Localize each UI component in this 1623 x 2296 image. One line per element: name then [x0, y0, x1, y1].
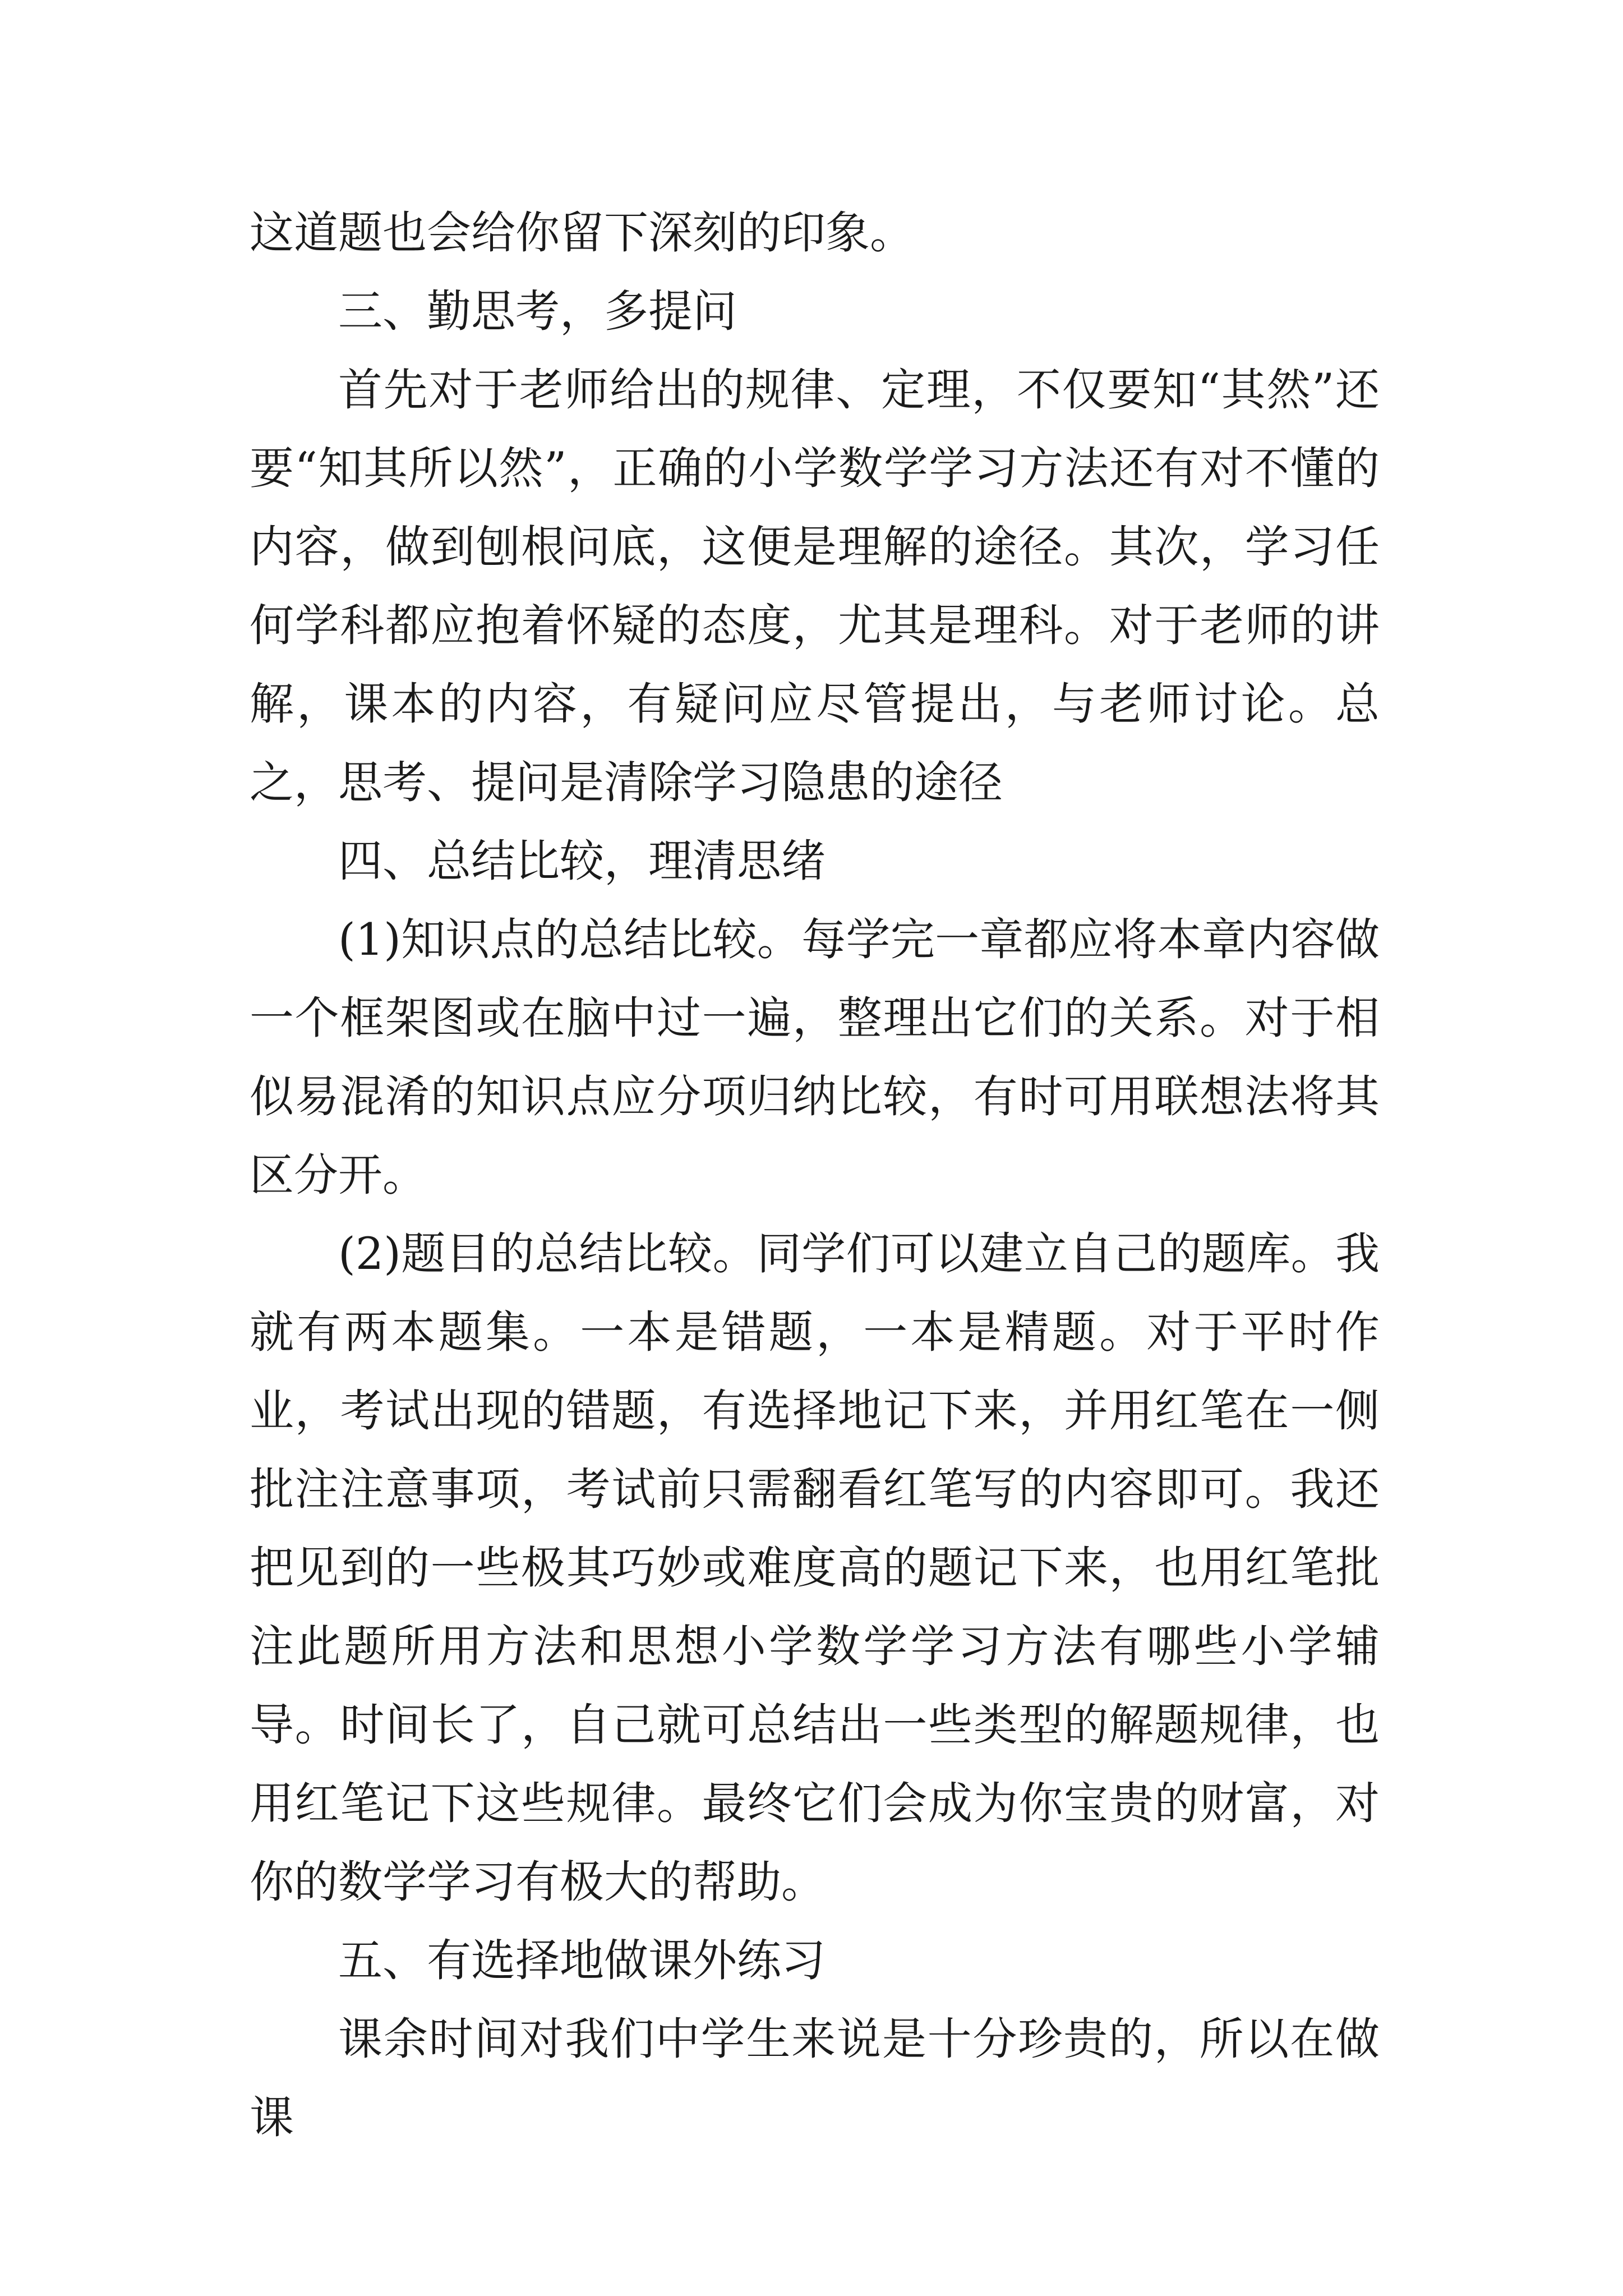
paragraph-think-ask: 首先对于老师给出的规律、定理，不仅要知“其然”还要“知其所以然”，正确的小学数学学习方法还有对不懂的内容，做到刨根问底，这便是理解的途径。其次，学习任何学科都应抱着怀疑的态度，尤其是理科。对于老师的讲解，课本的内容，有疑问应尽管提出，与老师讨论。总之，思考、提问是清除学习隐患的途径: [250, 364, 1380, 808]
paragraph-knowledge-summary: (1)知识点的总结比较。每学完一章都应将本章内容做一个框架图或在脑中过一遍，整理出它们的关系。对于相似易混淆的知识点应分项归纳比较，有时可用联想法将其区分开。: [250, 914, 1380, 1201]
paragraph-continuation: 这道题也会给你留下深刻的印象。: [250, 207, 914, 259]
paragraph-extra-practice: 课余时间对我们中学生来说是十分珍贵的，所以在做课: [250, 2013, 1380, 2143]
paragraph-question-summary: (2)题目的总结比较。同学们可以建立自己的题库。我就有两本题集。一本是错题，一本是精题。对于平时作业，考试出现的错题，有选择地记下来，并用红笔在一侧批注注意事项，考试前只需翻看红笔写的内容即可。我还把见到的一些极其巧妙或难度高的题记下来，也用红笔批注此题所用方法和思想小学数学学习方法有哪些小学辅导。时间长了，自己就可总结出一些类型的解题规律，也用红笔记下这些规律。最终它们会成为你宝贵的财富，对你的数学学习有极大的帮助。: [250, 1228, 1380, 1908]
section-heading-4: 四、总结比较，理清思绪: [338, 835, 826, 887]
section-heading-5: 五、有选择地做课外练习: [338, 1935, 826, 1986]
section-heading-3: 三、勤思考，多提问: [338, 286, 737, 337]
document-body: [250, 194, 1380, 2157]
